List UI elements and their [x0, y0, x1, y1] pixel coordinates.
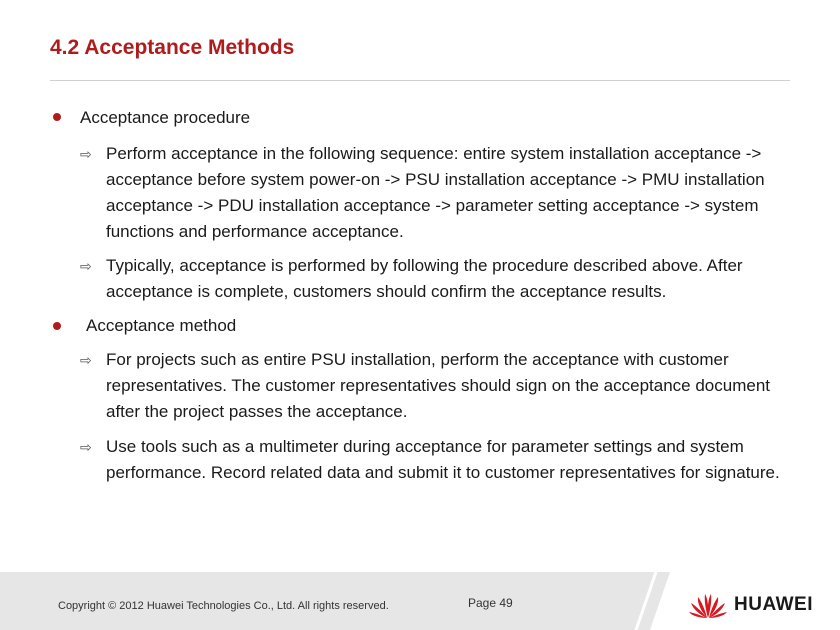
footer-slash-decoration	[628, 572, 658, 630]
list-item: Typically, acceptance is performed by following the procedure described above. After acceptance is complete, customers should confirm the acceptance results.	[106, 256, 743, 301]
arrow-bullet-icon: ⇨	[80, 439, 92, 455]
arrow-bullet-icon: ⇨	[80, 352, 92, 368]
page-number: Page 49	[468, 596, 513, 610]
bullet-dot	[53, 113, 61, 121]
slide-title: 4.2 Acceptance Methods	[50, 36, 295, 59]
huawei-logo	[688, 590, 813, 620]
list-item: Use tools such as a multimeter during acceptance for parameter settings and system performance. Record related data and submit it to customer representatives for signature.	[106, 437, 780, 482]
section-heading-procedure: Acceptance procedure	[80, 108, 251, 127]
copyright-text: Copyright © 2012 Huawei Technologies Co., Ltd. All rights reserved.	[58, 600, 389, 612]
arrow-bullet-icon: ⇨	[80, 258, 92, 274]
brand-name: HUAWEI	[734, 594, 813, 615]
section-heading-method: Acceptance method	[86, 316, 237, 335]
huawei-flower-icon	[688, 591, 728, 619]
footer-bar	[0, 572, 840, 630]
bullet-dot	[53, 322, 61, 330]
list-item: Perform acceptance in the following sequence: entire system installation acceptance -> acceptance before system power-on -> PSU installation acceptance -> PMU installation acceptance -> PDU installation acceptance -> parameter setting acceptance -> system functions and performance acceptance.	[106, 144, 765, 241]
arrow-bullet-icon: ⇨	[80, 146, 92, 162]
list-item: For projects such as entire PSU installation, perform the acceptance with customer representatives. The customer representatives should sign on the acceptance document after the project passes the acceptance.	[106, 350, 771, 421]
title-divider	[50, 80, 790, 81]
